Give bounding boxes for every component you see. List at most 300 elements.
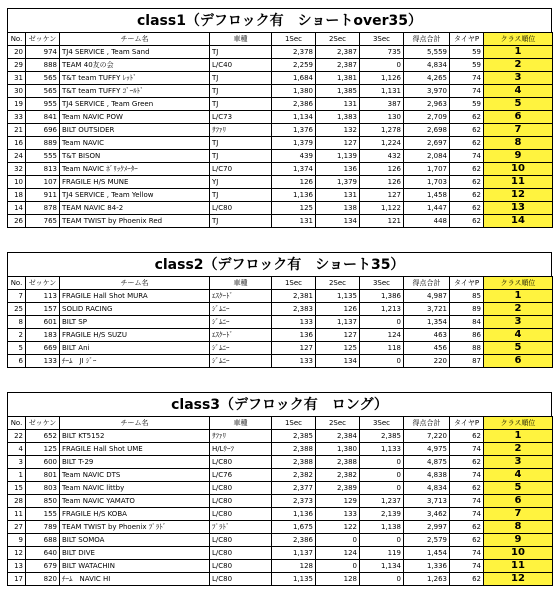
cell-zekken: 565 <box>26 72 60 85</box>
cell-class-rank: 9 <box>484 534 553 547</box>
cell-sec2: 2,388 <box>316 456 360 469</box>
cell-sec1: 125 <box>272 202 316 215</box>
cell-sec3: 1,213 <box>360 303 404 316</box>
cell-team-name: BILT SOMOA <box>60 534 210 547</box>
cell-sec2: 1,383 <box>316 111 360 124</box>
cell-sec1: 2,383 <box>272 303 316 316</box>
cell-total-score: 1,263 <box>404 573 450 586</box>
header-tire-p: タイヤP <box>450 277 484 290</box>
cell-zekken: 911 <box>26 189 60 202</box>
cell-team-name: Team NAVIC YAMATO <box>60 495 210 508</box>
table-row <box>8 189 553 202</box>
cell-team-name: BILT KT5152 <box>60 430 210 443</box>
cell-sec3: 1,133 <box>360 443 404 456</box>
cell-sec3: 1,131 <box>360 85 404 98</box>
cell-total-score: 1,336 <box>404 560 450 573</box>
cell-zekken: 850 <box>26 495 60 508</box>
table-row <box>8 150 553 163</box>
cell-team-name: BILT OUTSIDER <box>60 124 210 137</box>
cell-no: 4 <box>8 443 26 456</box>
cell-tire-p: 86 <box>450 329 484 342</box>
cell-vehicle: ｻﾌｧﾘ <box>210 124 272 137</box>
cell-vehicle: L/C80 <box>210 482 272 495</box>
cell-sec3: 735 <box>360 46 404 59</box>
cell-tire-p: 62 <box>450 521 484 534</box>
table-row <box>8 303 553 316</box>
cell-no: 12 <box>8 547 26 560</box>
cell-no: 17 <box>8 573 26 586</box>
cell-sec2: 1,381 <box>316 72 360 85</box>
cell-class-rank: 4 <box>484 85 553 98</box>
cell-sec1: 1,684 <box>272 72 316 85</box>
header-sec3: 3Sec <box>360 277 404 290</box>
cell-sec2: 127 <box>316 137 360 150</box>
header-sec1: 1Sec <box>272 417 316 430</box>
cell-sec2: 134 <box>316 355 360 368</box>
cell-tire-p: 62 <box>450 573 484 586</box>
table-row <box>8 521 553 534</box>
cell-team-name: T&T team TUFFY ｺﾞｰﾙﾄﾞ <box>60 85 210 98</box>
cell-no: 1 <box>8 469 26 482</box>
cell-sec1: 2,382 <box>272 469 316 482</box>
class2-title: class2（デフロック有 ショート35） <box>7 252 552 276</box>
cell-zekken: 888 <box>26 59 60 72</box>
cell-sec2: 136 <box>316 163 360 176</box>
cell-no: 13 <box>8 560 26 573</box>
cell-team-name: Team NAVIC DTS <box>60 469 210 482</box>
cell-sec3: 1,386 <box>360 290 404 303</box>
cell-team-name: TJ4 SERVICE , Team Yellow <box>60 189 210 202</box>
cell-tire-p: 62 <box>450 456 484 469</box>
cell-total-score: 3,970 <box>404 85 450 98</box>
cell-total-score: 4,875 <box>404 456 450 469</box>
cell-total-score: 448 <box>404 215 450 228</box>
cell-tire-p: 59 <box>450 59 484 72</box>
cell-sec3: 387 <box>360 98 404 111</box>
cell-vehicle: L/C80 <box>210 495 272 508</box>
table-row <box>8 85 553 98</box>
cell-sec2: 2,389 <box>316 482 360 495</box>
cell-tire-p: 62 <box>450 202 484 215</box>
table-row <box>8 46 553 59</box>
table-row <box>8 202 553 215</box>
cell-sec2: 133 <box>316 508 360 521</box>
table-row <box>8 111 553 124</box>
header-team-name: チーム名 <box>60 33 210 46</box>
header-vehicle: 車種 <box>210 33 272 46</box>
cell-sec3: 1,126 <box>360 72 404 85</box>
cell-tire-p: 62 <box>450 111 484 124</box>
cell-team-name: ﾁｰﾑ JI ｼﾞｰ <box>60 355 210 368</box>
cell-no: 8 <box>8 316 26 329</box>
cell-sec2: 2,384 <box>316 430 360 443</box>
header-sec1: 1Sec <box>272 33 316 46</box>
cell-sec3: 432 <box>360 150 404 163</box>
cell-sec1: 2,373 <box>272 495 316 508</box>
cell-sec3: 126 <box>360 163 404 176</box>
cell-class-rank: 5 <box>484 342 553 355</box>
table-row <box>8 573 553 586</box>
header-zekken: ゼッケン <box>26 417 60 430</box>
cell-sec2: 1,137 <box>316 316 360 329</box>
cell-total-score: 1,703 <box>404 176 450 189</box>
cell-sec3: 0 <box>360 456 404 469</box>
cell-vehicle: L/C80 <box>210 508 272 521</box>
cell-no: 6 <box>8 355 26 368</box>
cell-zekken: 789 <box>26 521 60 534</box>
cell-team-name: BILT DIVE <box>60 547 210 560</box>
cell-zekken: 555 <box>26 150 60 163</box>
cell-total-score: 2,579 <box>404 534 450 547</box>
cell-class-rank: 6 <box>484 111 553 124</box>
cell-sec3: 0 <box>360 469 404 482</box>
table-row <box>8 342 553 355</box>
cell-no: 3 <box>8 456 26 469</box>
cell-total-score: 3,462 <box>404 508 450 521</box>
cell-team-name: Team NAVIC ﾎﾞﾘｯｸﾒｰﾀｰ <box>60 163 210 176</box>
cell-sec2: 0 <box>316 560 360 573</box>
cell-class-rank: 11 <box>484 176 553 189</box>
cell-sec1: 2,378 <box>272 46 316 59</box>
header-sec3: 3Sec <box>360 417 404 430</box>
header-vehicle: 車種 <box>210 417 272 430</box>
cell-team-name: T&T BISON <box>60 150 210 163</box>
cell-no: 26 <box>8 215 26 228</box>
cell-zekken: 155 <box>26 508 60 521</box>
cell-vehicle: YJ <box>210 176 272 189</box>
cell-class-rank: 2 <box>484 59 553 72</box>
cell-sec1: 1,675 <box>272 521 316 534</box>
cell-team-name: TEAM 40友の会 <box>60 59 210 72</box>
cell-tire-p: 74 <box>450 547 484 560</box>
cell-sec3: 1,122 <box>360 202 404 215</box>
header-total-score: 得点合計 <box>404 277 450 290</box>
cell-tire-p: 74 <box>450 85 484 98</box>
cell-class-rank: 4 <box>484 329 553 342</box>
class2-table <box>7 276 553 368</box>
table-row <box>8 176 553 189</box>
table-row <box>8 456 553 469</box>
header-tire-p: タイヤP <box>450 417 484 430</box>
cell-vehicle: ｼﾞﾑﾆｰ <box>210 355 272 368</box>
cell-total-score: 1,458 <box>404 189 450 202</box>
cell-total-score: 2,997 <box>404 521 450 534</box>
cell-vehicle: H/Lｻｰﾌ <box>210 443 272 456</box>
cell-sec3: 121 <box>360 215 404 228</box>
cell-sec1: 1,134 <box>272 111 316 124</box>
cell-vehicle: ﾌﾟﾗﾄﾞ <box>210 521 272 534</box>
cell-team-name: BILT T-29 <box>60 456 210 469</box>
cell-team-name: TEAM NAVIC 84-2 <box>60 202 210 215</box>
cell-no: 27 <box>8 521 26 534</box>
cell-sec3: 1,237 <box>360 495 404 508</box>
cell-vehicle: L/C40 <box>210 59 272 72</box>
cell-class-rank: 1 <box>484 290 553 303</box>
cell-tire-p: 74 <box>450 469 484 482</box>
cell-no: 11 <box>8 508 26 521</box>
cell-no: 20 <box>8 46 26 59</box>
cell-sec1: 2,381 <box>272 290 316 303</box>
cell-zekken: 125 <box>26 443 60 456</box>
cell-zekken: 600 <box>26 456 60 469</box>
cell-sec2: 128 <box>316 573 360 586</box>
cell-tire-p: 74 <box>450 443 484 456</box>
cell-vehicle: TJ <box>210 98 272 111</box>
cell-vehicle: ｴｽｸｰﾄﾞ <box>210 290 272 303</box>
cell-no: 22 <box>8 430 26 443</box>
cell-sec1: 128 <box>272 560 316 573</box>
table-row <box>8 430 553 443</box>
cell-sec3: 127 <box>360 189 404 202</box>
cell-team-name: ﾁｰﾑ NAVIC HI <box>60 573 210 586</box>
cell-tire-p: 88 <box>450 342 484 355</box>
cell-sec2: 125 <box>316 342 360 355</box>
cell-no: 5 <box>8 342 26 355</box>
class3-title: class3（デフロック有 ロング） <box>7 392 552 416</box>
header-total-score: 得点合計 <box>404 417 450 430</box>
header-row <box>8 277 553 290</box>
cell-class-rank: 4 <box>484 469 553 482</box>
table-row <box>8 59 553 72</box>
cell-no: 24 <box>8 150 26 163</box>
cell-tire-p: 62 <box>450 430 484 443</box>
cell-zekken: 801 <box>26 469 60 482</box>
table-row <box>8 290 553 303</box>
cell-sec1: 2,386 <box>272 98 316 111</box>
cell-total-score: 4,838 <box>404 469 450 482</box>
table-row <box>8 495 553 508</box>
cell-zekken: 113 <box>26 290 60 303</box>
cell-vehicle: TJ <box>210 85 272 98</box>
cell-sec2: 1,139 <box>316 150 360 163</box>
cell-sec2: 131 <box>316 98 360 111</box>
cell-team-name: TEAM TWIST by Phoenix Red <box>60 215 210 228</box>
cell-sec3: 2,139 <box>360 508 404 521</box>
cell-sec1: 127 <box>272 342 316 355</box>
cell-sec2: 132 <box>316 124 360 137</box>
cell-sec2: 0 <box>316 534 360 547</box>
cell-class-rank: 7 <box>484 508 553 521</box>
cell-sec2: 134 <box>316 215 360 228</box>
cell-total-score: 4,834 <box>404 482 450 495</box>
cell-zekken: 820 <box>26 573 60 586</box>
cell-zekken: 640 <box>26 547 60 560</box>
cell-zekken: 889 <box>26 137 60 150</box>
cell-vehicle: TJ <box>210 137 272 150</box>
cell-no: 10 <box>8 176 26 189</box>
cell-sec2: 1,135 <box>316 290 360 303</box>
cell-sec1: 2,388 <box>272 443 316 456</box>
cell-zekken: 696 <box>26 124 60 137</box>
table-row <box>8 443 553 456</box>
cell-vehicle: ｼﾞﾑﾆｰ <box>210 342 272 355</box>
table-row <box>8 469 553 482</box>
cell-no: 29 <box>8 59 26 72</box>
cell-tire-p: 74 <box>450 495 484 508</box>
cell-vehicle: L/C73 <box>210 111 272 124</box>
cell-sec3: 1,224 <box>360 137 404 150</box>
cell-sec1: 439 <box>272 150 316 163</box>
cell-tire-p: 62 <box>450 124 484 137</box>
cell-class-rank: 11 <box>484 560 553 573</box>
cell-tire-p: 62 <box>450 176 484 189</box>
cell-total-score: 4,834 <box>404 59 450 72</box>
cell-no: 31 <box>8 72 26 85</box>
cell-team-name: FRAGILE H/S SUZU <box>60 329 210 342</box>
cell-class-rank: 12 <box>484 573 553 586</box>
cell-sec1: 131 <box>272 215 316 228</box>
cell-sec3: 118 <box>360 342 404 355</box>
cell-vehicle: L/C80 <box>210 560 272 573</box>
table-row <box>8 98 553 111</box>
cell-tire-p: 62 <box>450 534 484 547</box>
cell-total-score: 4,987 <box>404 290 450 303</box>
cell-sec1: 1,376 <box>272 124 316 137</box>
cell-class-rank: 3 <box>484 72 553 85</box>
cell-sec1: 2,386 <box>272 534 316 547</box>
cell-team-name: BILT Ani <box>60 342 210 355</box>
cell-total-score: 1,447 <box>404 202 450 215</box>
class1-table <box>7 32 553 228</box>
cell-sec3: 1,138 <box>360 521 404 534</box>
cell-vehicle: ｴｽｸｰﾄﾞ <box>210 329 272 342</box>
table-row <box>8 355 553 368</box>
cell-zekken: 133 <box>26 355 60 368</box>
cell-class-rank: 6 <box>484 355 553 368</box>
cell-sec1: 1,135 <box>272 573 316 586</box>
cell-team-name: TJ4 SERVICE , Team Sand <box>60 46 210 59</box>
header-no: No. <box>8 277 26 290</box>
cell-vehicle: TJ <box>210 150 272 163</box>
cell-vehicle: TJ <box>210 189 272 202</box>
cell-sec3: 0 <box>360 59 404 72</box>
cell-class-rank: 8 <box>484 137 553 150</box>
cell-sec3: 0 <box>360 316 404 329</box>
cell-team-name: TEAM TWIST by Phoenix ﾌﾟﾗﾄﾞ <box>60 521 210 534</box>
cell-team-name: BILT WATACHIN <box>60 560 210 573</box>
cell-tire-p: 74 <box>450 72 484 85</box>
cell-sec3: 1,134 <box>360 560 404 573</box>
cell-no: 18 <box>8 189 26 202</box>
cell-sec2: 127 <box>316 329 360 342</box>
cell-team-name: FRAGILE Hall Shot UME <box>60 443 210 456</box>
cell-class-rank: 12 <box>484 189 553 202</box>
table-row <box>8 137 553 150</box>
cell-no: 7 <box>8 290 26 303</box>
cell-sec3: 119 <box>360 547 404 560</box>
cell-sec2: 1,379 <box>316 176 360 189</box>
cell-no: 25 <box>8 303 26 316</box>
cell-class-rank: 5 <box>484 482 553 495</box>
cell-zekken: 652 <box>26 430 60 443</box>
cell-zekken: 107 <box>26 176 60 189</box>
header-row <box>8 417 553 430</box>
cell-zekken: 803 <box>26 482 60 495</box>
cell-team-name: Team NAVIC POW <box>60 111 210 124</box>
table-row <box>8 534 553 547</box>
cell-vehicle: L/C76 <box>210 469 272 482</box>
cell-class-rank: 2 <box>484 443 553 456</box>
cell-total-score: 4,265 <box>404 72 450 85</box>
cell-vehicle: ｼﾞﾑﾆｰ <box>210 303 272 316</box>
cell-no: 28 <box>8 495 26 508</box>
header-row <box>8 33 553 46</box>
cell-tire-p: 62 <box>450 215 484 228</box>
cell-class-rank: 10 <box>484 163 553 176</box>
cell-sec1: 133 <box>272 316 316 329</box>
cell-sec3: 0 <box>360 355 404 368</box>
cell-tire-p: 62 <box>450 482 484 495</box>
cell-no: 32 <box>8 163 26 176</box>
table-row <box>8 163 553 176</box>
table-row <box>8 215 553 228</box>
header-class-rank: クラス順位 <box>484 277 553 290</box>
cell-team-name: SOLID RACING <box>60 303 210 316</box>
cell-sec2: 2,387 <box>316 59 360 72</box>
cell-total-score: 456 <box>404 342 450 355</box>
cell-vehicle: ｻﾌｧﾘ <box>210 430 272 443</box>
cell-team-name: TJ4 SERVICE , Team Green <box>60 98 210 111</box>
class1-title: class1（デフロック有 ショートover35） <box>7 8 552 32</box>
cell-zekken: 974 <box>26 46 60 59</box>
cell-sec3: 2,385 <box>360 430 404 443</box>
cell-total-score: 1,354 <box>404 316 450 329</box>
cell-zekken: 565 <box>26 85 60 98</box>
cell-sec3: 126 <box>360 176 404 189</box>
cell-sec2: 2,387 <box>316 46 360 59</box>
cell-total-score: 220 <box>404 355 450 368</box>
cell-class-rank: 14 <box>484 215 553 228</box>
header-no: No. <box>8 417 26 430</box>
cell-vehicle: L/C80 <box>210 202 272 215</box>
cell-total-score: 2,084 <box>404 150 450 163</box>
class2-section <box>7 252 552 368</box>
cell-class-rank: 10 <box>484 547 553 560</box>
cell-vehicle: L/C80 <box>210 534 272 547</box>
cell-total-score: 1,707 <box>404 163 450 176</box>
cell-class-rank: 6 <box>484 495 553 508</box>
cell-vehicle: L/C80 <box>210 573 272 586</box>
header-zekken: ゼッケン <box>26 33 60 46</box>
cell-sec2: 1,385 <box>316 85 360 98</box>
table-row <box>8 316 553 329</box>
header-sec2: 2Sec <box>316 277 360 290</box>
cell-team-name: BILT SP <box>60 316 210 329</box>
cell-vehicle: TJ <box>210 215 272 228</box>
cell-tire-p: 84 <box>450 316 484 329</box>
cell-total-score: 463 <box>404 329 450 342</box>
cell-team-name: FRAGILE Hall Shot MURA <box>60 290 210 303</box>
cell-vehicle: TJ <box>210 72 272 85</box>
cell-zekken: 669 <box>26 342 60 355</box>
header-zekken: ゼッケン <box>26 277 60 290</box>
cell-sec1: 2,259 <box>272 59 316 72</box>
cell-total-score: 5,559 <box>404 46 450 59</box>
cell-class-rank: 13 <box>484 202 553 215</box>
cell-sec3: 1,278 <box>360 124 404 137</box>
cell-no: 16 <box>8 137 26 150</box>
table-row <box>8 547 553 560</box>
cell-class-rank: 3 <box>484 316 553 329</box>
cell-zekken: 601 <box>26 316 60 329</box>
header-team-name: チーム名 <box>60 277 210 290</box>
cell-sec1: 1,137 <box>272 547 316 560</box>
cell-team-name: FRAGILE H/S MUNE <box>60 176 210 189</box>
cell-total-score: 2,698 <box>404 124 450 137</box>
cell-zekken: 765 <box>26 215 60 228</box>
cell-sec2: 129 <box>316 495 360 508</box>
cell-no: 33 <box>8 111 26 124</box>
